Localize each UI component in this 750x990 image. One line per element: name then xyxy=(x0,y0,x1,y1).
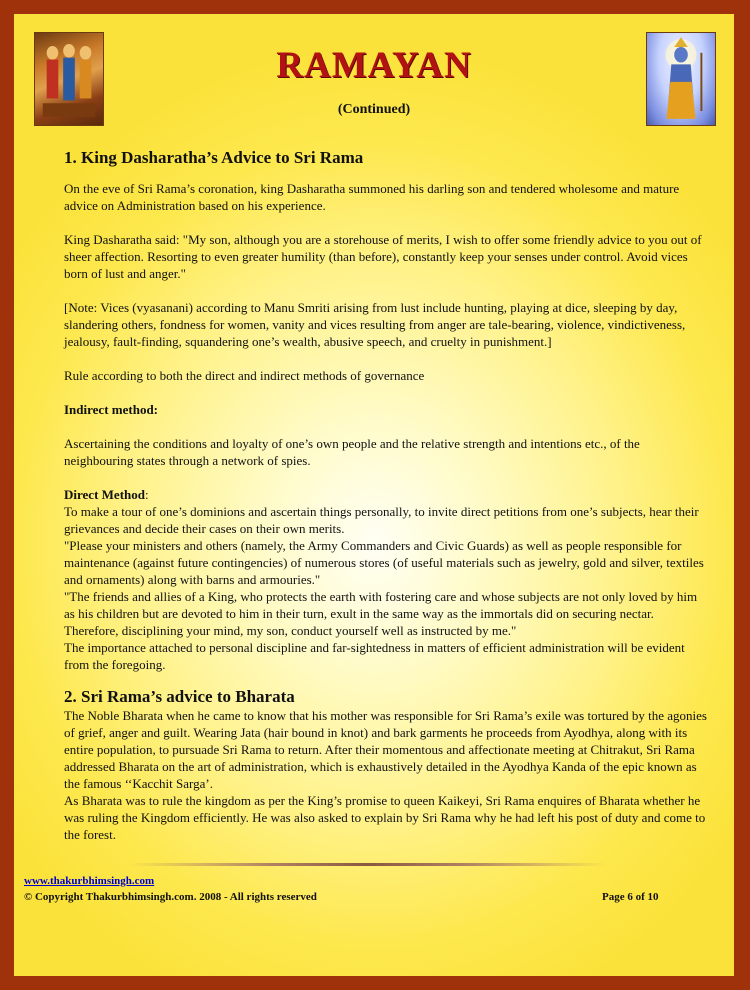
section1-paragraph: On the eve of Sri Rama’s coronation, king Dasharatha summoned his darling son and tendered wholesome and mature advice on Administration based on his experience. xyxy=(64,181,680,213)
section1-paragraph: King Dasharatha said: "My son, although you are a storehouse of merits, I wish to offer some friendly advice to you out of sheer affection. Resorting to even greater humility (than before), constantly keep your senses under control. Avoid vices born of lust and anger." xyxy=(64,232,702,281)
copyright-text: © Copyright Thakurbhimsingh.com. 2008 - All rights reserved xyxy=(24,891,317,903)
page-number: Page 6 of 10 xyxy=(602,891,659,903)
direct-method-label-line xyxy=(64,486,709,503)
footer-divider xyxy=(129,863,607,866)
indirect-method-text: Ascertaining the conditions and loyalty of one’s own people and the relative strength and intentions etc., of the neighbouring states through a network of spies. xyxy=(64,436,640,468)
section2-paragraph: The Noble Bharata when he came to know that his mother was responsible for Sri Rama’s exile was tortured by the agonies of grief, anger and guilt. Wearing Jata (hair bound in knot) and bark garments he proceeds from Ayodhya, along with its entire population, to pursuade Sri Rama to return. After their momentous and affectionate meeting at Chitrakut, Sri Rama addressed Bharata on the art of administration, which is exhaustively detailed in the Ayodhya Kanda of the epic known as the famous ‘‘Kacchit Sarga’. xyxy=(64,708,707,791)
direct-method-label: Direct Method xyxy=(64,487,145,502)
section2-paragraph: As Bharata was to rule the kingdom as per the King’s promise to queen Kaikeyi, Sri Rama enquires of Bharata whether he was ruling the Kingdom efficiently. He was also asked to explain by Sri Rama why he had left his post of duty and come to the forest. xyxy=(64,793,706,842)
section2-heading: 2. Sri Rama’s advice to Bharata xyxy=(64,687,295,706)
website-link[interactable]: www.thakurbhimsingh.com xyxy=(24,875,155,887)
direct-method-quote: "The friends and allies of a King, who protects the earth with fostering care and whose subjects are not only loved by him as his children but are devoted to him in their turn, exult in the same way as the immortals did on securing nectar. Therefore, disciplining your mind, my son, conduct yourself well as instructed by me." xyxy=(64,589,698,638)
indirect-method-label: Indirect method: xyxy=(64,402,159,417)
direct-method-text: To make a tour of one’s dominions and ascertain things personally, to invite direct petitions from one’s subjects, hear their grievances and decide their cases on their own merits. xyxy=(64,504,699,536)
direct-method-colon: : xyxy=(144,487,149,502)
section1-note: [Note: Vices (vyasanani) according to Manu Smriti arising from lust include hunting, playing at dice, sleeping by day, slandering others, fondness for women, vanity and vices resulting from anger are tale-bearing, violence, vindictiveness, jealousy, fault-finding, squandering one’s wealth, abusive speech, and cruelty in punishment.] xyxy=(64,300,686,349)
page-subtitle: (Continued) xyxy=(337,102,411,117)
article-content xyxy=(64,148,709,843)
direct-method-quote: "Please your ministers and others (namely, the Army Commanders and Civic Guards) as well as people responsible for maintenance (against future contingencies) of numerous stores (of useful materials such as jewelry, gold and silver, textiles and ornaments) along with barns and armouries." xyxy=(64,538,704,587)
page-body xyxy=(14,14,734,976)
section1-heading: 1. King Dasharatha’s Advice to Sri Rama xyxy=(64,148,364,167)
section1-paragraph: Rule according to both the direct and indirect methods of governance xyxy=(64,368,425,383)
direct-method-conclusion: The importance attached to personal discipline and far-sightedness in matters of efficient administration will be evident from the foregoing. xyxy=(64,640,685,672)
page-title: RAMAYAN xyxy=(276,45,472,86)
